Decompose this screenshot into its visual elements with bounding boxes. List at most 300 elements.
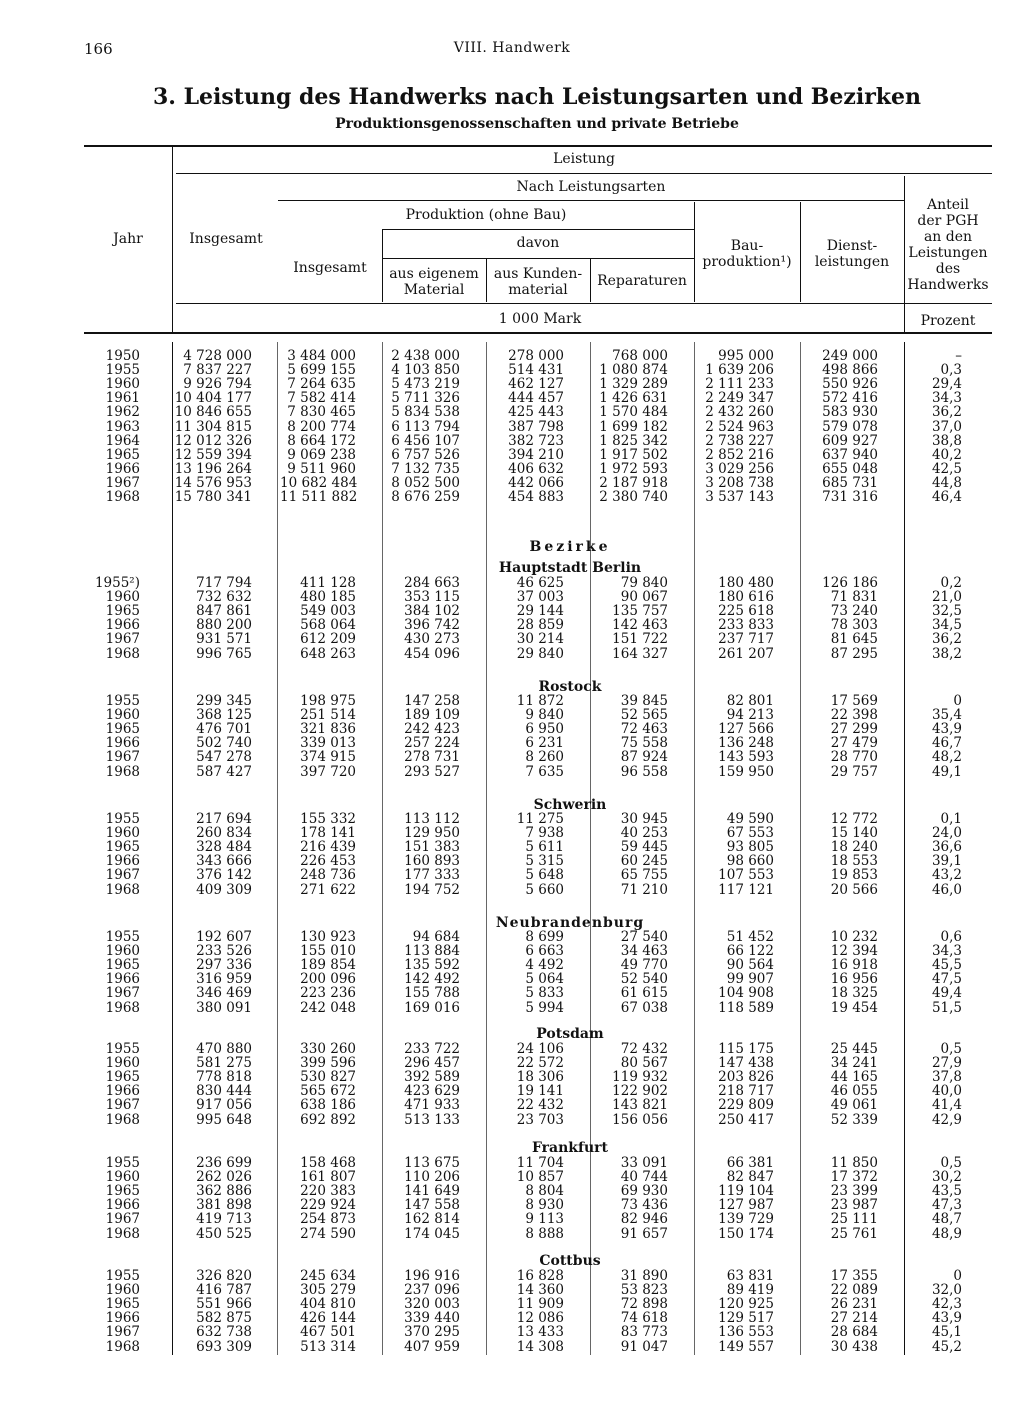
bauproduktion-cell: 203 826 bbox=[718, 1069, 774, 1086]
kundenmaterial-cell: 11 275 bbox=[516, 811, 564, 827]
eigenes-material-cell: 430 273 bbox=[404, 631, 460, 648]
table-row-total bbox=[0, 490, 1024, 505]
dienstleistungen-cell: 28 684 bbox=[830, 1324, 878, 1341]
bauproduktion-cell: 180 480 bbox=[718, 575, 774, 591]
anteil-pgh-cell: 34,3 bbox=[931, 390, 962, 407]
anteil-pgh-cell: 49,1 bbox=[931, 763, 962, 780]
table-row-hauptstadt bbox=[0, 647, 1024, 662]
header-vline-left bbox=[172, 146, 173, 332]
reparaturen-cell: 1 329 289 bbox=[599, 376, 668, 393]
bauproduktion-cell: 49 590 bbox=[726, 811, 774, 827]
bauproduktion-cell: 250 417 bbox=[718, 1111, 774, 1128]
year-cell: 1967 bbox=[105, 749, 140, 766]
bauproduktion-cell: 104 908 bbox=[718, 985, 774, 1002]
anteil-pgh-cell: 43,9 bbox=[931, 721, 962, 738]
insgesamt-cell: 880 200 bbox=[196, 617, 252, 634]
bauproduktion-cell: 218 717 bbox=[718, 1083, 774, 1100]
eigenes-material-cell: 6 757 526 bbox=[391, 446, 460, 463]
table-row-cottbus bbox=[0, 1340, 1024, 1355]
dienstleistungen-cell: 15 140 bbox=[830, 825, 878, 842]
anteil-pgh-cell: 48,2 bbox=[931, 749, 962, 766]
header-anteil-line1: Anteil bbox=[927, 197, 969, 213]
anteil-pgh-cell: 0,2 bbox=[940, 575, 962, 591]
reparaturen-cell: 73 436 bbox=[620, 1197, 668, 1214]
produktion-insgesamt-cell: 565 672 bbox=[300, 1083, 356, 1100]
anteil-pgh-cell: 45,5 bbox=[931, 957, 962, 974]
dienstleistungen-cell: 25 111 bbox=[830, 1211, 878, 1228]
header-anteil bbox=[904, 197, 992, 293]
insgesamt-cell: 316 959 bbox=[196, 971, 252, 988]
insgesamt-cell: 297 336 bbox=[196, 957, 252, 974]
eigenes-material-cell: 94 684 bbox=[412, 929, 460, 945]
produktion-insgesamt-cell: 692 892 bbox=[300, 1111, 356, 1128]
produktion-insgesamt-cell: 549 003 bbox=[300, 603, 356, 620]
bauproduktion-cell: 180 616 bbox=[718, 589, 774, 606]
insgesamt-cell: 9 926 794 bbox=[183, 376, 252, 393]
reparaturen-cell: 122 902 bbox=[612, 1083, 668, 1100]
insgesamt-cell: 217 694 bbox=[196, 811, 252, 827]
produktion-insgesamt-cell: 399 596 bbox=[300, 1055, 356, 1072]
produktion-insgesamt-cell: 242 048 bbox=[300, 999, 356, 1016]
insgesamt-cell: 14 576 953 bbox=[174, 474, 252, 491]
bauproduktion-cell: 229 809 bbox=[718, 1097, 774, 1114]
reparaturen-cell: 52 565 bbox=[620, 707, 668, 724]
table-row-frankfurt bbox=[0, 1227, 1024, 1242]
kundenmaterial-cell: 13 433 bbox=[516, 1324, 564, 1341]
header-unit-mark: 1 000 Mark bbox=[498, 311, 582, 327]
header-dienst-line2: leistungen bbox=[814, 254, 890, 270]
produktion-insgesamt-cell: 178 141 bbox=[300, 825, 356, 842]
anteil-pgh-cell: 35,4 bbox=[931, 707, 962, 724]
bauproduktion-cell: 66 122 bbox=[726, 943, 774, 960]
insgesamt-cell: 260 834 bbox=[196, 825, 252, 842]
anteil-pgh-cell: 37,8 bbox=[931, 1069, 962, 1086]
bauproduktion-cell: 995 000 bbox=[718, 348, 774, 364]
header-dienst-line1: Dienst- bbox=[826, 238, 878, 254]
header-kunden-line1: aus Kunden- bbox=[493, 266, 583, 282]
dienstleistungen-cell: 16 918 bbox=[830, 957, 878, 974]
kundenmaterial-cell: 6 663 bbox=[525, 943, 564, 960]
kundenmaterial-cell: 14 360 bbox=[516, 1282, 564, 1299]
eigenes-material-cell: 423 629 bbox=[404, 1083, 460, 1100]
bauproduktion-cell: 261 207 bbox=[718, 645, 774, 662]
dienstleistungen-cell: 20 566 bbox=[830, 881, 878, 898]
header-kunden-line2: material bbox=[508, 282, 568, 298]
produktion-insgesamt-cell: 161 807 bbox=[300, 1169, 356, 1186]
reparaturen-cell: 82 946 bbox=[620, 1211, 668, 1228]
header-rule-leistung bbox=[176, 173, 992, 174]
insgesamt-cell: 11 304 815 bbox=[174, 418, 252, 435]
year-cell: 1968 bbox=[105, 881, 140, 898]
eigenes-material-cell: 407 959 bbox=[404, 1338, 460, 1355]
produktion-insgesamt-cell: 5 699 155 bbox=[287, 362, 356, 379]
year-cell: 1962 bbox=[105, 404, 140, 421]
anteil-pgh-cell: 0,5 bbox=[940, 1041, 962, 1057]
year-cell: 1960 bbox=[105, 589, 140, 606]
reparaturen-cell: 2 187 918 bbox=[599, 474, 668, 491]
insgesamt-cell: 4 728 000 bbox=[183, 348, 252, 364]
produktion-insgesamt-cell: 411 128 bbox=[300, 575, 356, 591]
kundenmaterial-cell: 7 635 bbox=[525, 763, 564, 780]
dienstleistungen-cell: 583 930 bbox=[822, 404, 878, 421]
reparaturen-cell: 60 245 bbox=[620, 853, 668, 870]
anteil-pgh-cell: 39,1 bbox=[931, 853, 962, 870]
produktion-insgesamt-cell: 305 279 bbox=[300, 1282, 356, 1299]
reparaturen-cell: 40 253 bbox=[620, 825, 668, 842]
bauproduktion-cell: 1 639 206 bbox=[705, 362, 774, 379]
produktion-insgesamt-cell: 426 144 bbox=[300, 1310, 356, 1327]
anteil-pgh-cell: 0,3 bbox=[940, 362, 962, 379]
produktion-insgesamt-cell: 7 830 465 bbox=[287, 404, 356, 421]
anteil-pgh-cell: 49,4 bbox=[931, 985, 962, 1002]
produktion-insgesamt-cell: 638 186 bbox=[300, 1097, 356, 1114]
reparaturen-cell: 53 823 bbox=[620, 1282, 668, 1299]
bauproduktion-cell: 149 557 bbox=[718, 1338, 774, 1355]
reparaturen-cell: 135 757 bbox=[612, 603, 668, 620]
header-bottom-rule bbox=[84, 332, 992, 334]
dienstleistungen-cell: 498 866 bbox=[822, 362, 878, 379]
produktion-insgesamt-cell: 530 827 bbox=[300, 1069, 356, 1086]
kundenmaterial-cell: 394 210 bbox=[508, 446, 564, 463]
year-cell: 1966 bbox=[105, 1197, 140, 1214]
reparaturen-cell: 1 972 593 bbox=[599, 460, 668, 477]
anteil-pgh-cell: 29,4 bbox=[931, 376, 962, 393]
eigenes-material-cell: 141 649 bbox=[404, 1183, 460, 1200]
kundenmaterial-cell: 9 840 bbox=[525, 707, 564, 724]
anteil-pgh-cell: 34,3 bbox=[931, 943, 962, 960]
year-cell: 1965 bbox=[105, 446, 140, 463]
eigenes-material-cell: 454 096 bbox=[404, 645, 460, 662]
kundenmaterial-cell: 425 443 bbox=[508, 404, 564, 421]
year-cell: 1955 bbox=[105, 362, 140, 379]
reparaturen-cell: 143 821 bbox=[612, 1097, 668, 1114]
year-cell: 1965 bbox=[105, 721, 140, 738]
kundenmaterial-cell: 4 492 bbox=[525, 957, 564, 974]
kundenmaterial-cell: 8 804 bbox=[525, 1183, 564, 1200]
bauproduktion-cell: 136 248 bbox=[718, 735, 774, 752]
produktion-insgesamt-cell: 397 720 bbox=[300, 763, 356, 780]
produktion-insgesamt-cell: 198 975 bbox=[300, 693, 356, 709]
section-title-bezirke: Bezirke bbox=[529, 539, 611, 555]
anteil-pgh-cell: – bbox=[955, 348, 962, 364]
bauproduktion-cell: 127 987 bbox=[718, 1197, 774, 1214]
dienstleistungen-cell: 10 232 bbox=[830, 929, 878, 945]
insgesamt-cell: 7 837 227 bbox=[183, 362, 252, 379]
kundenmaterial-cell: 14 308 bbox=[516, 1338, 564, 1355]
dienstleistungen-cell: 73 240 bbox=[830, 603, 878, 620]
bauproduktion-cell: 117 121 bbox=[718, 881, 774, 898]
dienstleistungen-cell: 30 438 bbox=[830, 1338, 878, 1355]
produktion-insgesamt-cell: 3 484 000 bbox=[287, 348, 356, 364]
year-cell: 1966 bbox=[105, 971, 140, 988]
reparaturen-cell: 27 540 bbox=[620, 929, 668, 945]
reparaturen-cell: 156 056 bbox=[612, 1111, 668, 1128]
reparaturen-cell: 90 067 bbox=[620, 589, 668, 606]
insgesamt-cell: 376 142 bbox=[196, 867, 252, 884]
dienstleistungen-cell: 12 772 bbox=[830, 811, 878, 827]
produktion-insgesamt-cell: 330 260 bbox=[300, 1041, 356, 1057]
produktion-insgesamt-cell: 648 263 bbox=[300, 645, 356, 662]
reparaturen-cell: 79 840 bbox=[620, 575, 668, 591]
insgesamt-cell: 10 404 177 bbox=[174, 390, 252, 407]
reparaturen-cell: 33 091 bbox=[620, 1155, 668, 1171]
eigenes-material-cell: 471 933 bbox=[404, 1097, 460, 1114]
dienstleistungen-cell: 126 186 bbox=[822, 575, 878, 591]
bauproduktion-cell: 94 213 bbox=[726, 707, 774, 724]
reparaturen-cell: 151 722 bbox=[612, 631, 668, 648]
eigenes-material-cell: 8 676 259 bbox=[391, 489, 460, 505]
produktion-insgesamt-cell: 155 010 bbox=[300, 943, 356, 960]
eigenes-material-cell: 160 893 bbox=[404, 853, 460, 870]
header-eigen-material bbox=[382, 266, 486, 298]
produktion-insgesamt-cell: 223 236 bbox=[300, 985, 356, 1002]
anteil-pgh-cell: 0 bbox=[953, 693, 962, 709]
bauproduktion-cell: 118 589 bbox=[718, 999, 774, 1016]
insgesamt-cell: 326 820 bbox=[196, 1268, 252, 1284]
dienstleistungen-cell: 25 761 bbox=[830, 1225, 878, 1242]
reparaturen-cell: 1 825 342 bbox=[599, 432, 668, 449]
section-title-potsdam: Potsdam bbox=[536, 1026, 604, 1042]
dienstleistungen-cell: 685 731 bbox=[822, 474, 878, 491]
kundenmaterial-cell: 514 431 bbox=[508, 362, 564, 379]
reparaturen-cell: 59 445 bbox=[620, 839, 668, 856]
kundenmaterial-cell: 7 938 bbox=[525, 825, 564, 842]
produktion-insgesamt-cell: 200 096 bbox=[300, 971, 356, 988]
produktion-insgesamt-cell: 189 854 bbox=[300, 957, 356, 974]
kundenmaterial-cell: 12 086 bbox=[516, 1310, 564, 1327]
bauproduktion-cell: 3 537 143 bbox=[705, 489, 774, 505]
dienstleistungen-cell: 18 553 bbox=[830, 853, 878, 870]
section-title-neubrandenburg: Neubrandenburg bbox=[495, 915, 645, 931]
insgesamt-cell: 717 794 bbox=[196, 575, 252, 591]
bauproduktion-cell: 99 907 bbox=[726, 971, 774, 988]
year-cell: 1955 bbox=[105, 1041, 140, 1057]
year-cell: 1966 bbox=[105, 853, 140, 870]
eigenes-material-cell: 135 592 bbox=[404, 957, 460, 974]
anteil-pgh-cell: 42,5 bbox=[931, 460, 962, 477]
insgesamt-cell: 381 898 bbox=[196, 1197, 252, 1214]
eigenes-material-cell: 6 456 107 bbox=[391, 432, 460, 449]
eigenes-material-cell: 189 109 bbox=[404, 707, 460, 724]
bauproduktion-cell: 63 831 bbox=[726, 1268, 774, 1284]
insgesamt-cell: 632 738 bbox=[196, 1324, 252, 1341]
produktion-insgesamt-cell: 8 200 774 bbox=[287, 418, 356, 435]
header-anteil-line2: der PGH bbox=[917, 213, 979, 229]
bauproduktion-cell: 98 660 bbox=[726, 853, 774, 870]
bauproduktion-cell: 2 249 347 bbox=[705, 390, 774, 407]
produktion-insgesamt-cell: 7 582 414 bbox=[287, 390, 356, 407]
year-cell: 1955 bbox=[105, 929, 140, 945]
dienstleistungen-cell: 609 927 bbox=[822, 432, 878, 449]
bauproduktion-cell: 127 566 bbox=[718, 721, 774, 738]
insgesamt-cell: 693 309 bbox=[196, 1338, 252, 1355]
insgesamt-cell: 931 571 bbox=[196, 631, 252, 648]
dienstleistungen-cell: 29 757 bbox=[830, 763, 878, 780]
eigenes-material-cell: 237 096 bbox=[404, 1282, 460, 1299]
year-cell: 1968 bbox=[105, 763, 140, 780]
bauproduktion-cell: 2 738 227 bbox=[705, 432, 774, 449]
eigenes-material-cell: 142 492 bbox=[404, 971, 460, 988]
year-cell: 1965 bbox=[105, 1296, 140, 1313]
eigenes-material-cell: 113 884 bbox=[404, 943, 460, 960]
header-dienstleistungen bbox=[800, 238, 904, 270]
year-cell: 1960 bbox=[105, 376, 140, 393]
dienstleistungen-cell: 46 055 bbox=[830, 1083, 878, 1100]
produktion-insgesamt-cell: 271 622 bbox=[300, 881, 356, 898]
bauproduktion-cell: 225 618 bbox=[718, 603, 774, 620]
anteil-pgh-cell: 47,3 bbox=[931, 1197, 962, 1214]
anteil-pgh-cell: 42,9 bbox=[931, 1111, 962, 1128]
kundenmaterial-cell: 30 214 bbox=[516, 631, 564, 648]
insgesamt-cell: 299 345 bbox=[196, 693, 252, 709]
header-reparaturen: Reparaturen bbox=[597, 273, 687, 289]
reparaturen-cell: 72 432 bbox=[620, 1041, 668, 1057]
produktion-insgesamt-cell: 229 924 bbox=[300, 1197, 356, 1214]
eigenes-material-cell: 129 950 bbox=[404, 825, 460, 842]
reparaturen-cell: 67 038 bbox=[620, 999, 668, 1016]
eigenes-material-cell: 384 102 bbox=[404, 603, 460, 620]
dienstleistungen-cell: 28 770 bbox=[830, 749, 878, 766]
header-bau-line1: Bau- bbox=[730, 238, 764, 254]
eigenes-material-cell: 6 113 794 bbox=[391, 418, 460, 435]
kundenmaterial-cell: 10 857 bbox=[516, 1169, 564, 1186]
bauproduktion-cell: 150 174 bbox=[718, 1225, 774, 1242]
year-cell: 1960 bbox=[105, 1169, 140, 1186]
year-cell: 1950 bbox=[105, 348, 140, 364]
header-top-rule bbox=[84, 145, 992, 147]
dienstleistungen-cell: 249 000 bbox=[822, 348, 878, 364]
dienstleistungen-cell: 18 325 bbox=[830, 985, 878, 1002]
eigenes-material-cell: 233 722 bbox=[404, 1041, 460, 1057]
kundenmaterial-cell: 406 632 bbox=[508, 460, 564, 477]
bauproduktion-cell: 129 517 bbox=[718, 1310, 774, 1327]
bauproduktion-cell: 147 438 bbox=[718, 1055, 774, 1072]
kundenmaterial-cell: 5 833 bbox=[525, 985, 564, 1002]
insgesamt-cell: 830 444 bbox=[196, 1083, 252, 1100]
header-eigen-line2: Material bbox=[403, 282, 465, 298]
reparaturen-cell: 119 932 bbox=[612, 1069, 668, 1086]
bauproduktion-cell: 237 717 bbox=[718, 631, 774, 648]
bauproduktion-cell: 2 524 963 bbox=[705, 418, 774, 435]
kundenmaterial-cell: 46 625 bbox=[516, 575, 564, 591]
year-cell: 1966 bbox=[105, 735, 140, 752]
year-cell: 1955 bbox=[105, 811, 140, 827]
produktion-insgesamt-cell: 7 264 635 bbox=[287, 376, 356, 393]
eigenes-material-cell: 169 016 bbox=[404, 999, 460, 1016]
insgesamt-cell: 13 196 264 bbox=[174, 460, 252, 477]
dienstleistungen-cell: 25 445 bbox=[830, 1041, 878, 1057]
kundenmaterial-cell: 9 113 bbox=[525, 1211, 564, 1228]
produktion-insgesamt-cell: 254 873 bbox=[300, 1211, 356, 1228]
kundenmaterial-cell: 5 315 bbox=[525, 853, 564, 870]
dienstleistungen-cell: 44 165 bbox=[830, 1069, 878, 1086]
year-cell: 1963 bbox=[105, 418, 140, 435]
kundenmaterial-cell: 8 699 bbox=[525, 929, 564, 945]
kundenmaterial-cell: 11 909 bbox=[516, 1296, 564, 1313]
insgesamt-cell: 502 740 bbox=[196, 735, 252, 752]
dienstleistungen-cell: 572 416 bbox=[822, 390, 878, 407]
bauproduktion-cell: 143 593 bbox=[718, 749, 774, 766]
reparaturen-cell: 75 558 bbox=[620, 735, 668, 752]
kundenmaterial-cell: 444 457 bbox=[508, 390, 564, 407]
kundenmaterial-cell: 28 859 bbox=[516, 617, 564, 634]
insgesamt-cell: 917 056 bbox=[196, 1097, 252, 1114]
year-cell: 1967 bbox=[105, 1097, 140, 1114]
anteil-pgh-cell: 27,9 bbox=[931, 1055, 962, 1072]
anteil-pgh-cell: 41,4 bbox=[931, 1097, 962, 1114]
bauproduktion-cell: 136 553 bbox=[718, 1324, 774, 1341]
kundenmaterial-cell: 5 611 bbox=[525, 839, 564, 856]
page-number: 166 bbox=[84, 40, 113, 58]
anteil-pgh-cell: 30,2 bbox=[931, 1169, 962, 1186]
year-cell: 1966 bbox=[105, 460, 140, 477]
dienstleistungen-cell: 22 089 bbox=[830, 1282, 878, 1299]
reparaturen-cell: 65 755 bbox=[620, 867, 668, 884]
insgesamt-cell: 233 526 bbox=[196, 943, 252, 960]
anteil-pgh-cell: 51,5 bbox=[931, 999, 962, 1016]
header-rule-units bbox=[176, 303, 992, 304]
running-head: VIII. Handwerk bbox=[453, 40, 571, 56]
eigenes-material-cell: 147 558 bbox=[404, 1197, 460, 1214]
produktion-insgesamt-cell: 11 511 882 bbox=[280, 489, 358, 505]
produktion-insgesamt-cell: 220 383 bbox=[300, 1183, 356, 1200]
dienstleistungen-cell: 71 831 bbox=[830, 589, 878, 606]
reparaturen-cell: 1 699 182 bbox=[599, 418, 668, 435]
header-bau-line2: produktion¹) bbox=[702, 254, 792, 270]
kundenmaterial-cell: 8 260 bbox=[525, 749, 564, 766]
eigenes-material-cell: 113 112 bbox=[404, 811, 460, 827]
year-cell: 1968 bbox=[105, 1338, 140, 1355]
kundenmaterial-cell: 6 950 bbox=[525, 721, 564, 738]
bauproduktion-cell: 233 833 bbox=[718, 617, 774, 634]
anteil-pgh-cell: 24,0 bbox=[931, 825, 962, 842]
kundenmaterial-cell: 454 883 bbox=[508, 489, 564, 505]
anteil-pgh-cell: 36,2 bbox=[931, 631, 962, 648]
eigenes-material-cell: 7 132 735 bbox=[391, 460, 460, 477]
kundenmaterial-cell: 8 930 bbox=[525, 1197, 564, 1214]
eigenes-material-cell: 370 295 bbox=[404, 1324, 460, 1341]
bauproduktion-cell: 119 104 bbox=[718, 1183, 774, 1200]
eigenes-material-cell: 177 333 bbox=[404, 867, 460, 884]
insgesamt-cell: 470 880 bbox=[196, 1041, 252, 1057]
year-cell: 1961 bbox=[105, 390, 140, 407]
header-kunden-material bbox=[486, 266, 590, 298]
year-cell: 1968 bbox=[105, 999, 140, 1016]
year-cell: 1965 bbox=[105, 1069, 140, 1086]
dienstleistungen-cell: 637 940 bbox=[822, 446, 878, 463]
header-anteil-line3: an den bbox=[923, 229, 973, 245]
table-row-potsdam bbox=[0, 1113, 1024, 1128]
year-cell: 1960 bbox=[105, 1282, 140, 1299]
year-cell: 1960 bbox=[105, 825, 140, 842]
anteil-pgh-cell: 34,5 bbox=[931, 617, 962, 634]
anteil-pgh-cell: 40,2 bbox=[931, 446, 962, 463]
dienstleistungen-cell: 34 241 bbox=[830, 1055, 878, 1072]
insgesamt-cell: 343 666 bbox=[196, 853, 252, 870]
insgesamt-cell: 236 699 bbox=[196, 1155, 252, 1171]
dienstleistungen-cell: 27 214 bbox=[830, 1310, 878, 1327]
year-cell: 1955 bbox=[105, 1268, 140, 1284]
bauproduktion-cell: 51 452 bbox=[726, 929, 774, 945]
eigenes-material-cell: 5 834 538 bbox=[391, 404, 460, 421]
header-davon: davon bbox=[516, 235, 560, 251]
anteil-pgh-cell: 46,7 bbox=[931, 735, 962, 752]
anteil-pgh-cell: 46,0 bbox=[931, 881, 962, 898]
header-anteil-line4: Leistungen bbox=[908, 245, 988, 261]
year-cell: 1965 bbox=[105, 957, 140, 974]
eigenes-material-cell: 174 045 bbox=[404, 1225, 460, 1242]
insgesamt-cell: 995 648 bbox=[196, 1111, 252, 1128]
